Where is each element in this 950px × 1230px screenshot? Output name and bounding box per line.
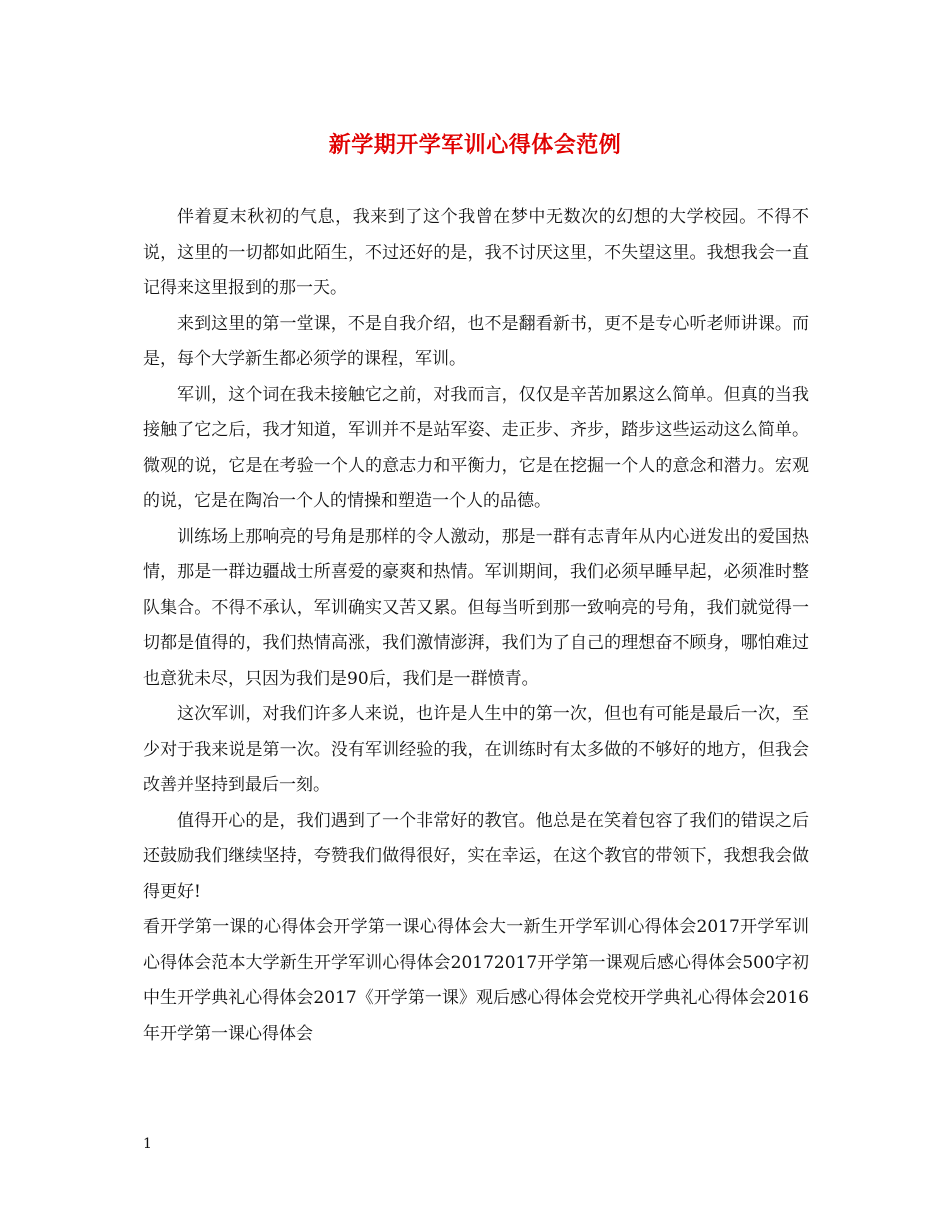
paragraph: 军训，这个词在我未接触它之前，对我而言，仅仅是辛苦加累这么简单。但真的当我接触了它之后，我才知道，军训并不是站军姿、走正步、齐步，踏步这些运动这么简单。微观的说，它是在考验一个人的意志力和平衡力，它是在挖掘一个人的意念和潜力。宏观的说，它是在陶冶一个人的情操和塑造一个人的品德。 (143, 384, 809, 511)
paragraph: 值得开心的是，我们遇到了一个非常好的教官。他总是在笑着包容了我们的错误之后还鼓励我们继续坚持，夸赞我们做得很好，实在幸运，在这个教官的带领下，我想我会做得更好! (143, 810, 809, 902)
document-body (143, 200, 809, 1052)
page-number: 1 (143, 1136, 152, 1152)
paragraph: 伴着夏末秋初的气息，我来到了这个我曾在梦中无数次的幻想的大学校园。不得不说，这里的一切都如此陌生，不过还好的是，我不讨厌这里，不失望这里。我想我会一直记得来这里报到的那一天。 (143, 207, 809, 298)
document-title: 新学期开学军训心得体会范例 (328, 132, 622, 158)
related-links-text: 看开学第一课的心得体会开学第一课心得体会大一新生开学军训心得体会2017开学军训心得体会范本大学新生开学军训心得体会20172017开学第一课观后感心得体会500字初中生开学典礼心得体会2017《开学第一课》观后感心得体会党校开学典礼心得体会2016年开学第一课心得体会 (143, 917, 809, 1044)
paragraph: 这次军训，对我们许多人来说，也许是人生中的第一次，但也有可能是最后一次，至少对于我来说是第一次。没有军训经验的我，在训练时有太多做的不够好的地方，但我会改善并坚持到最后一刻。 (143, 704, 809, 795)
paragraph: 来到这里的第一堂课，不是自我介绍，也不是翻看新书，更不是专心听老师讲课。而是，每个大学新生都必须学的课程，军训。 (143, 313, 809, 369)
paragraph: 训练场上那响亮的号角是那样的令人激动，那是一群有志青年从内心迸发出的爱国热情，那是一群边疆战士所喜爱的豪爽和热情。军训期间，我们必须早睡早起，必须准时整队集合。不得不承认，军训确实又苦又累。但每当听到那一致响亮的号角，我们就觉得一切都是值得的，我们热情高涨，我们激情澎湃，我们为了自己的理想奋不顾身，哪怕难过也意犹未尽，只因为我们是90后，我们是一群愤青。 (143, 526, 809, 689)
